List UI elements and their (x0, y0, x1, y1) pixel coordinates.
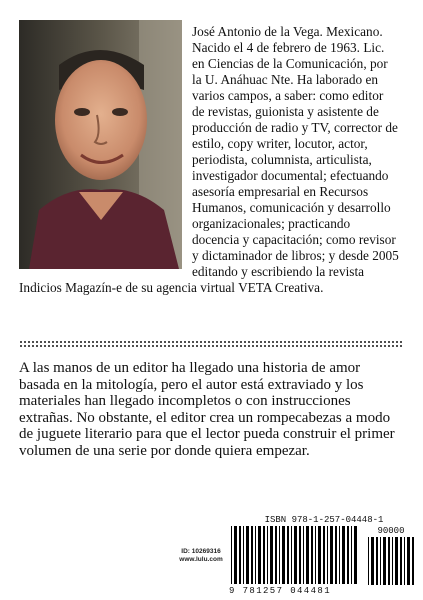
barcode-bar (294, 526, 297, 584)
barcode-bar (376, 537, 378, 585)
barcode-bar (263, 526, 265, 584)
barcode-bar (392, 537, 393, 585)
barcode-bar (407, 537, 410, 585)
barcode-bar (267, 526, 268, 584)
barcode-bar (231, 526, 232, 584)
barcode-bar (279, 526, 280, 584)
photo-wrap-spacer (19, 24, 192, 266)
barcode-bar (395, 537, 398, 585)
barcode-bar (351, 526, 352, 584)
barcode-bar (270, 526, 273, 584)
barcode-bar (354, 526, 357, 584)
barcode-bar (299, 526, 301, 584)
barcode-bar (239, 526, 241, 584)
barcode-bar (412, 537, 414, 585)
barcode-bar (234, 526, 237, 584)
barcode-bar (368, 537, 369, 585)
barcode-bar (400, 537, 402, 585)
author-bio (19, 24, 399, 296)
barcode-bar (388, 537, 390, 585)
barcode-bar (323, 526, 325, 584)
barcode-bar (246, 526, 249, 584)
barcode-bar (330, 526, 333, 584)
addon-digits: 90000 (377, 526, 405, 536)
isbn-label: ISBN 978-1-257-04448-1 (264, 515, 384, 525)
barcode-bar (311, 526, 313, 584)
lulu-site: www.lulu.com (179, 556, 223, 563)
barcode-bar (255, 526, 256, 584)
ean13-bars (229, 526, 361, 588)
barcode-bar (287, 526, 289, 584)
barcode-bar (303, 526, 304, 584)
barcode-bar (383, 537, 386, 585)
barcode-bar (318, 526, 321, 584)
barcode-bar (335, 526, 337, 584)
book-synopsis: A las manos de un editor ha llegado una historia de amor basada en la mitología, pero el autor está extraviado y los materiales han llegado incompletos o con instrucciones extrañas. No obstante, el editor crea un rompecabezas a modo de juguete literario para que el lector pueda construir el primer volumen de una serie por donde quiera empezar. (19, 360, 395, 459)
barcode-bar (243, 526, 244, 584)
barcode-bar (315, 526, 316, 584)
barcode-bar (306, 526, 309, 584)
barcode-bar (404, 537, 405, 585)
barcode-bar (327, 526, 328, 584)
lulu-id: ID: 10269316 (181, 548, 221, 555)
isbn-barcode (229, 515, 419, 595)
author-bio-text: José Antonio de la Vega. Mexicano. Nacido el 4 de febrero de 1963. Lic. en Ciencias de la Comunicación, por la U. Anáhuac Nte. Ha laborado en varios campos, a saber: como editor de revistas, guionista y asistente de producción de radio y TV, corrector de estilo, copy writer, locutor, actor, periodista, columnista, articulista, investigador documental; efectuando asesoría empresarial en Recursos Humanos, comunicación y desarrollo organizacionales; practicando docencia y capacitación; como revisor y dictaminador de libros; y desde 2005 editando y escribiendo la revista Indicios Magazín-e de su agencia virtual VETA Creativa. (19, 24, 399, 295)
addon-bars (366, 537, 416, 588)
barcode-bar (251, 526, 253, 584)
barcode-bar (291, 526, 292, 584)
barcode-bar (371, 537, 374, 585)
dotted-divider (19, 340, 402, 348)
barcode-bar (282, 526, 285, 584)
ean-digits: 9 781257 044481 (229, 586, 332, 596)
barcode-bar (275, 526, 277, 584)
barcode-bar (347, 526, 349, 584)
barcode-bar (342, 526, 345, 584)
barcode-bar (339, 526, 340, 584)
barcode-bar (258, 526, 261, 584)
lulu-publisher-mark (176, 548, 226, 564)
barcode-bar (380, 537, 381, 585)
